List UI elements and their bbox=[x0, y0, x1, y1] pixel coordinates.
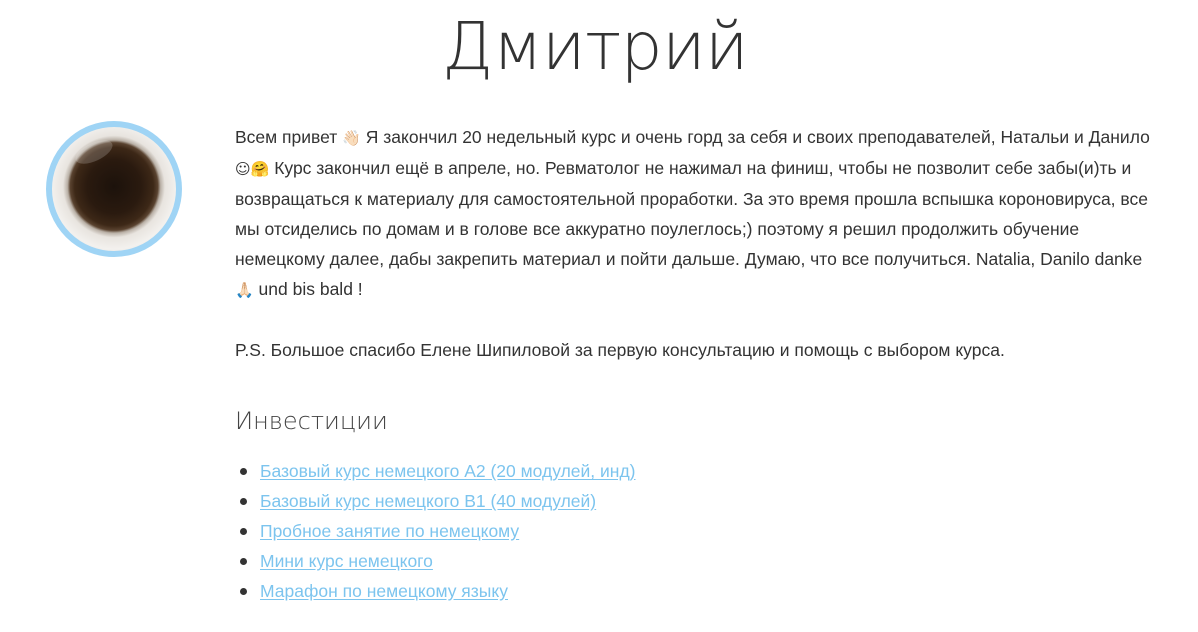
review-text bbox=[235, 122, 1165, 365]
list-item bbox=[260, 516, 636, 546]
review-paragraph bbox=[235, 122, 1165, 305]
course-link-a2[interactable]: Базовый курс немецкого A2 (20 модулей, инд) bbox=[260, 461, 636, 481]
mini-course-link[interactable]: Мини курс немецкого bbox=[260, 551, 433, 571]
avatar-photo-highlight bbox=[72, 135, 116, 168]
review-postscript: P.S. Большое спасибо Елене Шипиловой за первую консультацию и помощь с выбором курса. bbox=[235, 340, 1005, 360]
list-item bbox=[260, 576, 636, 606]
reviewer-name: Дмитрий bbox=[441, 8, 749, 85]
hugging-face-emoji-icon: 🤗 bbox=[250, 160, 270, 178]
trial-lesson-link[interactable]: Пробное занятие по немецкому bbox=[260, 521, 520, 541]
review-content bbox=[235, 122, 1165, 365]
list-item bbox=[260, 486, 636, 516]
investments-list bbox=[235, 456, 636, 606]
review-text-part: Всем привет bbox=[235, 127, 343, 147]
investments-heading: Инвестиции bbox=[235, 407, 388, 435]
review-text-part: Курс закончил ещё в апреле, но. Ревматолог не нажимал на финиш, чтобы не позволит себе забы(и)ть и возвращаться к материалу для самостоятельной проработки. За это время прошла вспышка короновируса, все мы отсиделись по домам и в голове все аккуратно поулеглось;) поэтому я решил продолжить обучение немецкому далее, дабы закрепить материал и пойти дальше. Думаю, что все получиться. Natalia, Danilo danke bbox=[235, 158, 1148, 269]
marathon-link[interactable]: Марафон по немецкому языку bbox=[260, 581, 508, 601]
list-item bbox=[260, 456, 636, 486]
review-text-part: und bis bald ! bbox=[253, 279, 363, 299]
waving-hand-emoji-icon: 👋🏻 bbox=[342, 129, 361, 147]
praying-hands-emoji-icon: 🙏🏻 bbox=[235, 281, 254, 299]
list-item bbox=[260, 546, 636, 576]
review-text-part: Я закончил 20 недельный курс и очень горд за себя и своих преподавателей, Натальи и Данило bbox=[360, 127, 1150, 147]
avatar bbox=[46, 121, 182, 257]
smile-emoji-icon: ☺ bbox=[235, 160, 251, 178]
course-link-b1[interactable]: Базовый курс немецкого B1 (40 модулей) bbox=[260, 491, 597, 511]
